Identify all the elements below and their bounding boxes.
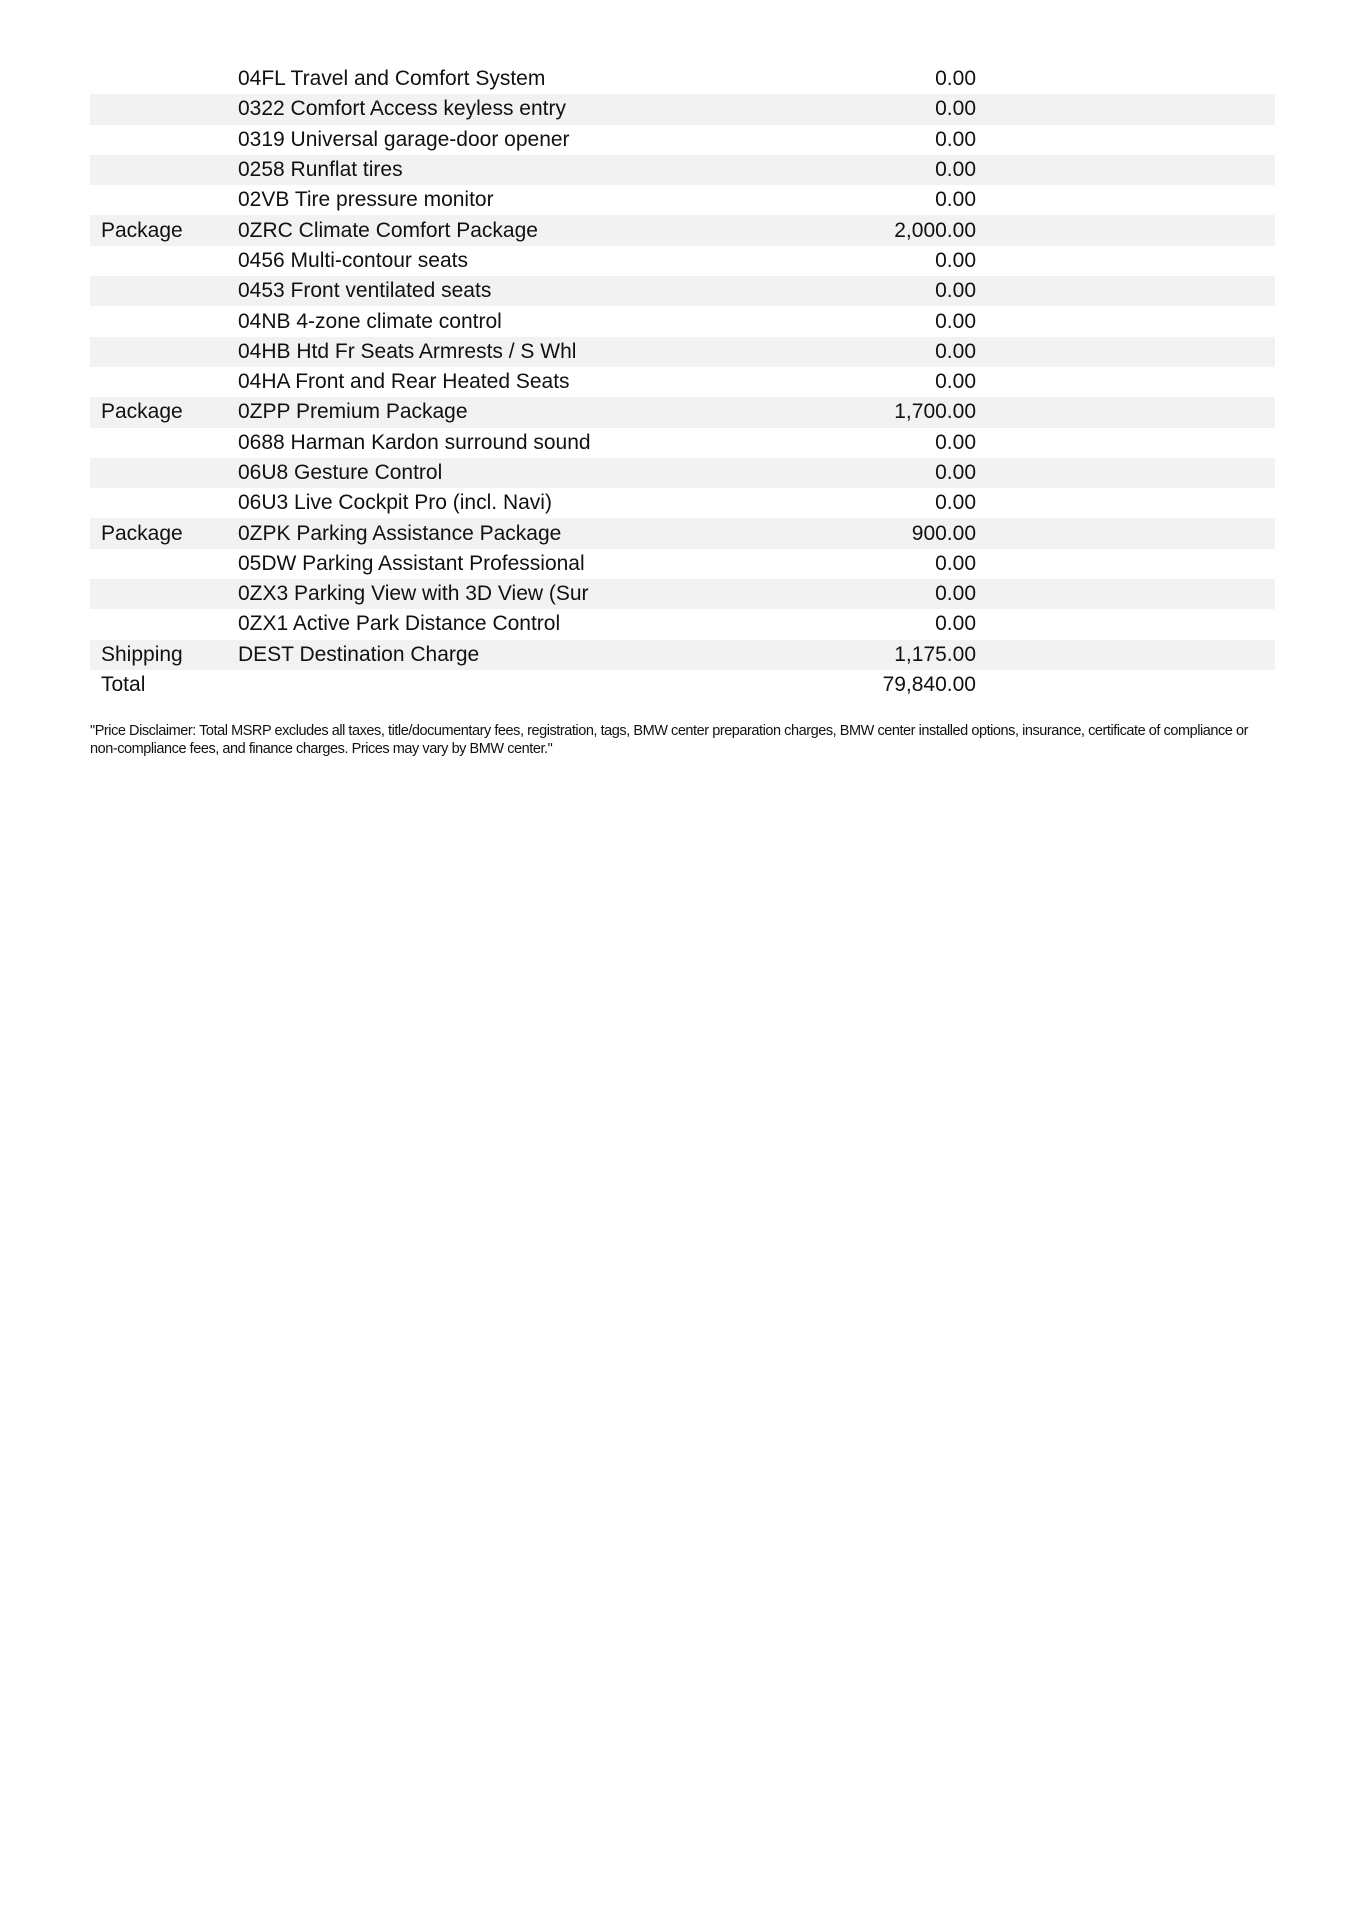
- row-category: [90, 488, 238, 518]
- table-row: [90, 518, 1275, 548]
- table-row: [90, 609, 1275, 639]
- row-description: 06U3 Live Cockpit Pro (incl. Navi): [238, 491, 552, 515]
- row-price: 0.00: [935, 491, 976, 515]
- row-price: 2,000.00: [738, 215, 976, 245]
- row-price: 0.00: [738, 155, 976, 185]
- row-spacer: [976, 428, 1275, 458]
- row-category: [90, 185, 238, 215]
- row-spacer: [976, 609, 1275, 639]
- row-description: 0ZRC Climate Comfort Package: [238, 215, 738, 245]
- row-description: 0ZX3 Parking View with 3D View (Sur: [238, 579, 738, 609]
- row-description: 0ZPP Premium Package: [238, 397, 738, 427]
- row-spacer: [976, 125, 1275, 155]
- table-row: [90, 640, 1275, 670]
- table-row: [90, 549, 1275, 579]
- row-category: [90, 155, 238, 185]
- row-description: 02VB Tire pressure monitor: [238, 188, 494, 212]
- row-description: 0322 Comfort Access keyless entry: [238, 94, 738, 124]
- row-price: 0.00: [935, 551, 976, 575]
- row-price: 0.00: [935, 430, 976, 454]
- row-description: 0688 Harman Kardon surround sound: [238, 430, 591, 454]
- row-price: 0.00: [935, 188, 976, 212]
- row-category: [90, 276, 238, 306]
- row-spacer: [976, 518, 1275, 548]
- row-description: 06U8 Gesture Control: [238, 458, 738, 488]
- row-category: [90, 94, 238, 124]
- row-category: Total: [101, 673, 146, 697]
- row-description: 0ZPK Parking Assistance Package: [238, 518, 738, 548]
- row-spacer: [976, 64, 1275, 94]
- row-category: Shipping: [90, 640, 238, 670]
- row-category: [90, 367, 238, 397]
- row-price: 0.00: [935, 248, 976, 272]
- options-price-table: [90, 64, 1275, 700]
- row-category: [90, 306, 238, 336]
- row-category: [90, 64, 238, 94]
- price-sheet: [90, 64, 1275, 758]
- row-price: 0.00: [738, 458, 976, 488]
- row-spacer: [976, 549, 1275, 579]
- row-price: 0.00: [935, 612, 976, 636]
- table-row: [90, 337, 1275, 367]
- row-spacer: [976, 640, 1275, 670]
- row-price: 0.00: [738, 276, 976, 306]
- row-spacer: [976, 185, 1275, 215]
- row-description: 0258 Runflat tires: [238, 155, 738, 185]
- table-row: [90, 276, 1275, 306]
- table-row: [90, 215, 1275, 245]
- row-price: 0.00: [738, 337, 976, 367]
- table-row: [90, 185, 1275, 215]
- row-price: 0.00: [738, 579, 976, 609]
- row-description: DEST Destination Charge: [238, 640, 738, 670]
- row-category: [90, 125, 238, 155]
- table-row: [90, 397, 1275, 427]
- row-description: 04HB Htd Fr Seats Armrests / S Whl: [238, 337, 738, 367]
- row-spacer: [976, 306, 1275, 336]
- row-spacer: [976, 579, 1275, 609]
- row-price: 1,700.00: [738, 397, 976, 427]
- row-category: [90, 609, 238, 639]
- row-spacer: [976, 215, 1275, 245]
- table-row: [90, 488, 1275, 518]
- row-price: 0.00: [935, 370, 976, 394]
- row-price: 900.00: [738, 518, 976, 548]
- row-category: [90, 458, 238, 488]
- table-row: [90, 367, 1275, 397]
- row-spacer: [976, 488, 1275, 518]
- row-price: 1,175.00: [738, 640, 976, 670]
- row-description: [238, 670, 738, 700]
- table-row: [90, 579, 1275, 609]
- row-spacer: [976, 94, 1275, 124]
- row-description: 04FL Travel and Comfort System: [238, 67, 546, 91]
- row-category: [90, 549, 238, 579]
- row-category: [90, 337, 238, 367]
- row-description: 04NB 4-zone climate control: [238, 309, 502, 333]
- table-row: [90, 246, 1275, 276]
- table-row: [90, 155, 1275, 185]
- row-price: 0.00: [935, 127, 976, 151]
- row-spacer: [976, 367, 1275, 397]
- row-description: 0453 Front ventilated seats: [238, 276, 738, 306]
- table-row: [90, 306, 1275, 336]
- row-price: 0.00: [935, 67, 976, 91]
- row-description: 0456 Multi-contour seats: [238, 248, 468, 272]
- row-spacer: [976, 397, 1275, 427]
- row-price: 79,840.00: [882, 673, 976, 697]
- row-category: [90, 579, 238, 609]
- row-category: [90, 246, 238, 276]
- options-table-body: [90, 64, 1275, 700]
- row-spacer: [976, 155, 1275, 185]
- row-spacer: [976, 670, 1275, 700]
- row-category: Package: [90, 518, 238, 548]
- row-category: Package: [90, 215, 238, 245]
- row-spacer: [976, 337, 1275, 367]
- row-description: 04HA Front and Rear Heated Seats: [238, 370, 570, 394]
- row-category: Package: [90, 397, 238, 427]
- row-price: 0.00: [935, 309, 976, 333]
- table-row: [90, 125, 1275, 155]
- row-description: 05DW Parking Assistant Professional: [238, 551, 585, 575]
- table-row: [90, 670, 1275, 700]
- price-disclaimer: "Price Disclaimer: Total MSRP excludes all taxes, title/documentary fees, registration, tags, BMW center preparation charges, BMW center installed options, insurance, certificate of compliance or non-compliance fees, and finance charges. Prices may vary by BMW center.": [90, 723, 1248, 758]
- row-spacer: [976, 276, 1275, 306]
- row-category: [90, 428, 238, 458]
- table-row: [90, 428, 1275, 458]
- table-row: [90, 458, 1275, 488]
- row-spacer: [976, 246, 1275, 276]
- row-price: 0.00: [738, 94, 976, 124]
- row-description: 0ZX1 Active Park Distance Control: [238, 612, 561, 636]
- table-row: [90, 94, 1275, 124]
- row-description: 0319 Universal garage-door opener: [238, 127, 570, 151]
- row-spacer: [976, 458, 1275, 488]
- table-row: [90, 64, 1275, 94]
